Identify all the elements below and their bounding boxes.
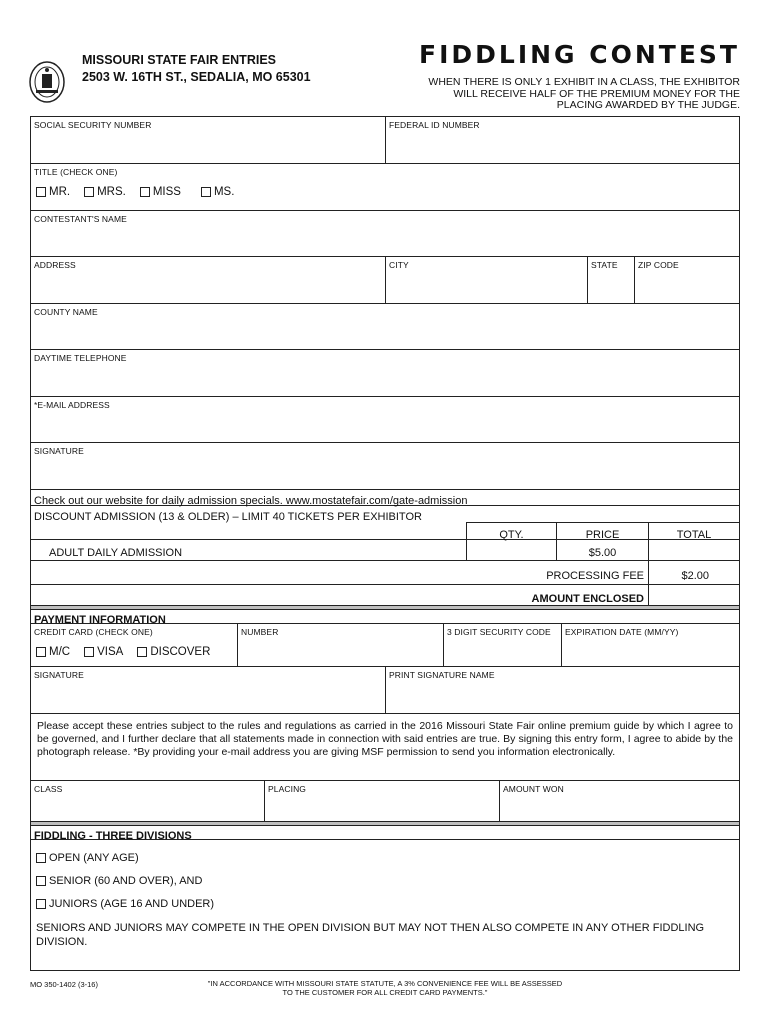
card-option-visa[interactable]: VISA — [84, 646, 123, 658]
address-label: ADDRESS — [34, 260, 76, 270]
organization-address — [82, 52, 311, 86]
amount-won-field[interactable] — [500, 781, 739, 821]
processing-fee-label: PROCESSING FEE — [31, 561, 649, 584]
address-field[interactable] — [31, 257, 386, 303]
payment-signature-field[interactable] — [31, 667, 386, 713]
division-option-senior[interactable]: SENIOR (60 AND OVER), AND — [36, 869, 734, 892]
phone-field[interactable] — [31, 350, 739, 396]
card-number-label: NUMBER — [241, 627, 279, 637]
title-option-mrs[interactable]: MRS. — [84, 186, 126, 198]
checkbox-icon[interactable] — [36, 853, 46, 863]
exhibitor-note: WHEN THERE IS ONLY 1 EXHIBIT IN A CLASS, THE EXHIBITOR WILL RECEIVE HALF OF THE PREMIUM MONEY FOR THE PLACING AWARDED BY THE JUDGE. — [428, 76, 740, 111]
state-label: STATE — [591, 260, 618, 270]
website-line: Check out our website for daily admission specials. www.mostatefair.com/gate-admission — [34, 495, 468, 507]
checkbox-icon[interactable] — [137, 647, 147, 657]
amount-enclosed-label: AMOUNT ENCLOSED — [31, 585, 649, 605]
checkbox-icon[interactable] — [201, 187, 211, 197]
spacer — [31, 522, 467, 539]
print-name-field[interactable] — [386, 667, 739, 713]
class-field[interactable] — [31, 781, 265, 821]
contestant-name-label: CONTESTANT'S NAME — [34, 214, 127, 224]
adult-admission-label: ADULT DAILY ADMISSION — [31, 540, 467, 560]
processing-fee-value: $2.00 — [681, 570, 709, 582]
missouri-seal-icon — [28, 60, 66, 104]
title-label: TITLE (CHECK ONE) — [34, 167, 118, 177]
discount-line: DISCOUNT ADMISSION (13 & OLDER) – LIMIT 40 TICKETS PER EXHIBITOR — [34, 511, 422, 523]
title-option-mr[interactable]: MR. — [36, 186, 70, 198]
card-number-field[interactable] — [238, 624, 444, 666]
checkbox-icon[interactable] — [36, 876, 46, 886]
card-option-discover[interactable]: DISCOVER — [137, 646, 210, 658]
checkbox-icon[interactable] — [36, 187, 46, 197]
ssn-field[interactable] — [31, 117, 386, 163]
checkbox-icon[interactable] — [84, 647, 94, 657]
division-option-open[interactable]: OPEN (ANY AGE) — [36, 846, 734, 869]
divisions-note: SENIORS AND JUNIORS MAY COMPETE IN THE OPEN DIVISION BUT MAY NOT THEN ALSO COMPETE IN ANY OTHER FIDDLING DIVISION. — [36, 922, 705, 948]
city-label: CITY — [389, 260, 409, 270]
checkbox-icon[interactable] — [84, 187, 94, 197]
placing-field[interactable] — [265, 781, 500, 821]
placing-label: PLACING — [268, 784, 307, 794]
security-code-field[interactable] — [444, 624, 562, 666]
credit-card-section — [31, 624, 238, 666]
payment-heading: PAYMENT INFORMATION — [34, 614, 166, 626]
checkbox-icon[interactable] — [36, 899, 46, 909]
zip-field[interactable] — [635, 257, 739, 303]
title-option-miss[interactable]: MISS — [140, 186, 181, 198]
signature-label: SIGNATURE — [34, 446, 84, 456]
contestant-name-field[interactable] — [31, 211, 739, 256]
federal-id-field[interactable] — [386, 117, 739, 163]
zip-label: ZIP CODE — [638, 260, 679, 270]
form-title: FIDDLING CONTEST — [419, 40, 740, 69]
checkbox-icon[interactable] — [140, 187, 150, 197]
org-street: 2503 W. 16TH ST., SEDALIA, MO 65301 — [82, 70, 311, 84]
phone-label: DAYTIME TELEPHONE — [34, 353, 127, 363]
federal-id-label: FEDERAL ID NUMBER — [389, 120, 480, 130]
org-name: MISSOURI STATE FAIR ENTRIES — [82, 53, 276, 67]
divisions-section — [31, 840, 739, 970]
contestant-signature-field[interactable] — [31, 443, 739, 489]
total-header: TOTAL — [649, 522, 739, 539]
state-field[interactable] — [588, 257, 635, 303]
convenience-fee-note: "IN ACCORDANCE WITH MISSOURI STATE STATUTE, A 3% CONVENIENCE FEE WILL BE ASSESSED TO THE CUSTOMER FOR ALL CREDIT CARD PAYMENTS." — [207, 979, 563, 997]
divisions-heading: FIDDLING - THREE DIVISIONS — [34, 830, 192, 842]
payment-signature-label: SIGNATURE — [34, 670, 84, 680]
city-field[interactable] — [386, 257, 588, 303]
admission-total-input[interactable] — [649, 540, 739, 560]
amount-won-label: AMOUNT WON — [503, 784, 564, 794]
title-section — [31, 164, 739, 210]
expiration-label: EXPIRATION DATE (MM/YY) — [565, 627, 679, 637]
credit-card-label: CREDIT CARD (CHECK ONE) — [34, 627, 153, 637]
expiration-field[interactable] — [562, 624, 739, 666]
price-header: PRICE — [557, 522, 649, 539]
security-code-label: 3 DIGIT SECURITY CODE — [447, 627, 551, 637]
entry-form — [30, 116, 740, 971]
adult-admission-price: $5.00 — [557, 540, 649, 560]
checkbox-icon[interactable] — [36, 647, 46, 657]
division-option-juniors[interactable]: JUNIORS (AGE 16 AND UNDER) — [36, 892, 734, 915]
form-id: MO 350-1402 (3-16) — [30, 980, 98, 989]
email-field[interactable] — [31, 397, 739, 442]
card-option-mc[interactable]: M/C — [36, 646, 70, 658]
title-option-ms[interactable]: MS. — [201, 186, 234, 198]
ssn-label: SOCIAL SECURITY NUMBER — [34, 120, 152, 130]
qty-header: QTY. — [467, 522, 557, 539]
county-label: COUNTY NAME — [34, 307, 98, 317]
qty-input[interactable] — [467, 540, 557, 560]
agreement-text: Please accept these entries subject to the rules and regulations as carried in the 2016 Missouri State Fair online premium guide by which I agree to be governed, and I further declare that all statements made in connection with said entries are true. By signing this entry form, I agree to abide by the photograph release. *By providing your e-mail address you are giving MSF permission to send you information electronically. — [37, 720, 733, 758]
print-name-label: PRINT SIGNATURE NAME — [389, 670, 495, 680]
class-label: CLASS — [34, 784, 63, 794]
amount-enclosed-input[interactable] — [649, 585, 739, 605]
county-field[interactable] — [31, 304, 739, 349]
email-label: *E-MAIL ADDRESS — [34, 400, 110, 410]
